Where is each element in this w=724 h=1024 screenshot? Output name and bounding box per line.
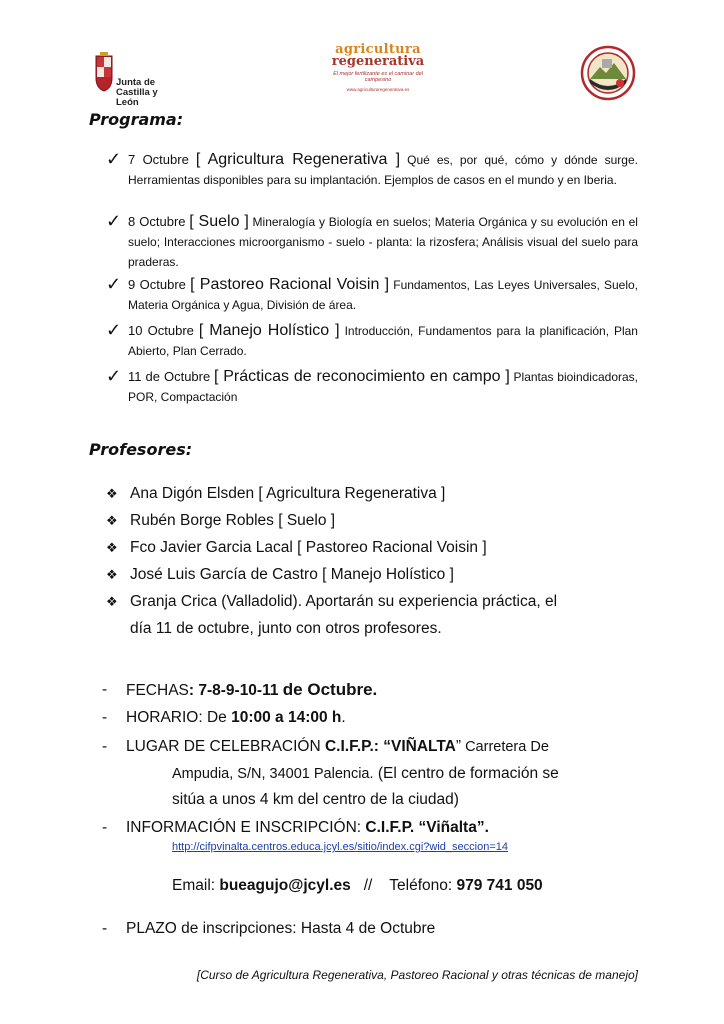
profesor-item-2 [106,508,335,534]
vinalta-website-link[interactable]: http://cifpvinalta.centros.educa.jcyl.es/sitio/index.cgi?wid_seccion=14 [172,841,508,853]
lugar-note-1: (El centro de formación se [373,765,559,782]
checkmark-icon: ✓ [106,320,122,340]
lugar-line-2 [172,761,559,787]
page-footer: [Curso de Agricultura Regenerativa, Pastoreo Racional y otras técnicas de manejo] [196,968,638,982]
dash-bullet: - [102,738,108,755]
programa-topic: [ Suelo ] [189,213,249,230]
diamond-bullet-icon: ❖ [106,540,118,555]
profesor-item-3 [106,535,487,561]
profesor-text: Granja Crica (Valladolid). Aportarán su experiencia práctica, el [130,593,558,610]
diamond-bullet-icon: ❖ [106,513,118,528]
programa-heading: Programa: [89,110,184,129]
lugar-address-2: Ampudia, S/N, 34001 Palencia. [172,766,374,782]
programa-date: 9 Octubre [128,277,186,292]
checkmark-icon: ✓ [106,149,122,169]
profesor-text: Fco Javier Garcia Lacal [ Pastoreo Racional Voisin ] [130,539,487,556]
agricultura-regenerativa-logo [330,44,426,94]
jcyl-line-2: Castilla y León [116,87,158,108]
jcyl-logo [94,50,174,108]
programa-topic: [ Manejo Holístico ] [198,322,340,339]
programa-item-5 [106,367,638,407]
diamond-bullet-icon: ❖ [106,594,118,609]
horario-end: . [341,709,346,726]
lugar-center: C.I.F.P.: “VIÑALTA [324,738,456,755]
dash-bullet: - [102,709,108,726]
fechas-value: : 7-8-9-10-11 [188,682,283,699]
horario-line [126,705,346,731]
agri-logo-line-1: agricultura [335,42,421,57]
inscripcion-line [126,815,489,841]
checkmark-icon: ✓ [106,274,122,294]
fechas-label: FECHAS [126,682,189,699]
horario-value: 10:00 a 14:00 h [231,709,342,726]
phone-label: Teléfono: [389,877,457,894]
plazo-line: PLAZO de inscripciones: Hasta 4 de Octubre [126,920,436,937]
fechas-month: de Octubre. [282,680,378,699]
programa-desc: Introducción, Fundamentos para la planificación, Plan Abierto, Plan Cerrado. [128,324,638,358]
lugar-note-2: sitúa a unos 4 km del centro de la ciudad) [172,791,459,808]
diamond-bullet-icon: ❖ [106,567,118,582]
diamond-bullet-icon: ❖ [106,486,118,501]
lugar-line [126,734,549,760]
programa-topic: [ Agricultura Regenerativa ] [195,151,401,168]
agri-logo-url: www.agriculturaregenerativa.es [346,87,410,92]
checkmark-icon: ✓ [106,366,122,386]
profesor-text: José Luis García de Castro [ Manejo Holístico ] [130,566,454,583]
profesores-heading: Profesores: [89,440,193,459]
inscripcion-label: INFORMACIÓN E INSCRIPCIÓN: [126,819,366,836]
checkmark-icon: ✓ [106,211,122,231]
programa-desc: Fundamentos, Las Leyes Universales, Suelo, Materia Orgánica y Agua, División de área. [128,278,639,312]
profesor-item-1 [106,481,445,507]
programa-item-3 [106,275,638,315]
programa-item-1 [106,150,638,190]
agri-logo-tagline: El mejor fertilizante es el caminar del campesino [333,71,423,83]
email-label: Email: [172,877,220,894]
programa-date: 7 Octubre [128,152,189,167]
phone-value: 979 741 050 [456,877,543,894]
programa-desc: Plantas bioindicadoras, POR, Compactación [128,370,639,404]
vinalta-seal-icon [580,45,636,101]
profesor-text: Ana Digón Elsden [ Agricultura Regenerativa ] [130,485,446,502]
programa-date: 8 Octubre [128,214,186,229]
email-value[interactable]: bueagujo@jcyl.es [219,877,351,894]
programa-topic: [ Prácticas de reconocimiento en campo ] [213,368,510,385]
castilla-leon-shield-icon [94,52,114,92]
programa-date: 10 Octubre [128,323,194,338]
horario-label: HORARIO: De [126,709,232,726]
lugar-quote-end: ” [455,738,462,755]
programa-topic: [ Pastoreo Racional Voisin ] [190,276,390,293]
programa-desc: Mineralogía y Biología en suelos; Materia Orgánica y su evolución en el suelo; Interacciones microorganismo - suelo - planta: la rizosfera; Análisis visual del suelo para praderas. [128,215,638,269]
programa-date: 11 de Octubre [128,369,211,384]
dash-bullet: - [102,920,108,937]
contact-separator: // [350,877,390,894]
agri-logo-line-2: regenerativa [331,54,425,69]
profesor-item-5-continuation: día 11 de octubre, junto con otros profesores. [130,620,442,637]
dash-bullet: - [102,681,108,698]
dash-bullet: - [102,819,108,836]
profesor-item-5 [106,589,557,615]
contact-line [172,873,543,899]
profesor-text: Rubén Borge Robles [ Suelo ] [130,512,336,529]
fechas-line [126,677,377,704]
lugar-address-1: Carretera De [461,739,549,755]
profesor-item-4 [106,562,454,588]
lugar-label: LUGAR DE CELEBRACIÓN [126,738,325,755]
programa-item-4 [106,321,638,361]
programa-item-2 [106,212,638,272]
programa-desc: Qué es, por qué, cómo y dónde surge. Herramientas disponibles para su implantación. Ejemplos de casos en el mundo y en Iberia. [128,153,638,187]
jcyl-line-1: Junta de [116,77,156,88]
inscripcion-center: C.I.F.P. “Viñalta”. [365,819,489,836]
